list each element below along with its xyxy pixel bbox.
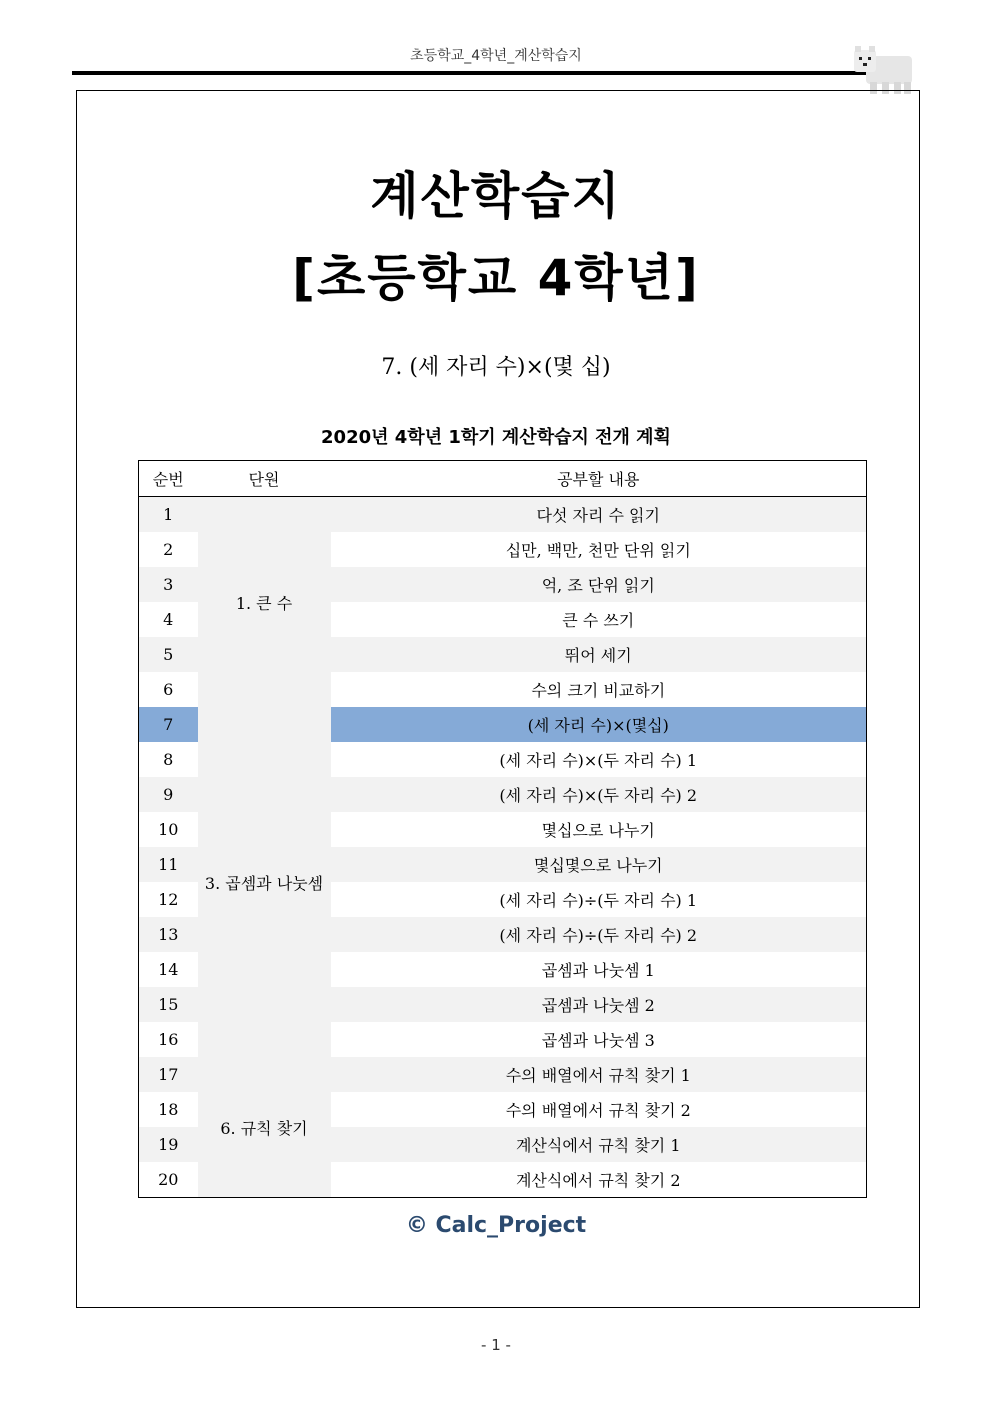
row-content: 계산식에서 규칙 찾기 1 [331, 1127, 867, 1162]
row-content: 십만, 백만, 천만 단위 읽기 [505, 541, 691, 560]
row-number: 3 [139, 567, 198, 602]
row-content: 억, 조 단위 읽기 [331, 567, 867, 602]
plan-title: 2020년 4학년 1학기 계산학습지 전개 계획 [321, 427, 671, 448]
row-number: 8 [163, 750, 174, 769]
table-row-current [139, 707, 867, 742]
row-number: 1 [139, 497, 198, 533]
table-header-row [139, 461, 867, 497]
running-header: 초등학교_4학년_계산학습지 [410, 48, 582, 64]
row-content: 수의 배열에서 규칙 찾기 1 [331, 1057, 867, 1092]
row-number: 7 [139, 707, 198, 742]
table-row [139, 1057, 867, 1092]
row-content: 큰 수 쓰기 [562, 611, 635, 630]
page-title: 계산학습지 [370, 167, 622, 225]
row-number: 11 [139, 847, 198, 882]
row-content: (세 자리 수)×(두 자리 수) 2 [331, 777, 867, 812]
row-number: 17 [139, 1057, 198, 1092]
row-number: 5 [139, 637, 198, 672]
row-content: 곱셈과 나눗셈 3 [541, 1031, 655, 1050]
row-content: 수의 크기 비교하기 [531, 681, 666, 700]
row-content: (세 자리 수)×(몇십) [331, 707, 867, 742]
page-number: - 1 - [481, 1336, 511, 1354]
row-content: 곱셈과 나눗셈 2 [331, 987, 867, 1022]
row-number: 15 [139, 987, 198, 1022]
row-content: (세 자리 수)×(두 자리 수) 1 [499, 751, 698, 770]
row-number: 16 [158, 1030, 179, 1049]
unit-cell: 6. 규칙 찾기 [198, 1057, 331, 1198]
row-number: 14 [158, 960, 179, 979]
row-number: 12 [158, 890, 179, 909]
row-content: 곱셈과 나눗셈 1 [541, 961, 655, 980]
row-content: 계산식에서 규칙 찾기 2 [515, 1171, 681, 1190]
row-content: (세 자리 수)÷(두 자리 수) 2 [331, 917, 867, 952]
row-number: 20 [158, 1170, 179, 1189]
polar-bear-icon [852, 44, 916, 96]
row-number: 4 [163, 610, 174, 629]
row-number: 18 [158, 1100, 179, 1119]
row-number: 6 [163, 680, 174, 699]
plan-table [138, 460, 867, 1198]
column-header-number: 순번 [139, 461, 198, 497]
row-content: 다섯 자리 수 읽기 [331, 497, 867, 533]
row-content: 몇십으로 나누기 [541, 821, 655, 840]
column-header-content: 공부할 내용 [331, 461, 867, 497]
lesson-subtitle: 7. (세 자리 수)×(몇 십) [381, 355, 611, 380]
grade-title: [초등학교 4학년] [292, 249, 700, 307]
row-number: 9 [139, 777, 198, 812]
row-number: 19 [139, 1127, 198, 1162]
row-content: 뛰어 세기 [331, 637, 867, 672]
row-content: (세 자리 수)÷(두 자리 수) 1 [499, 891, 698, 910]
row-content: 몇십몇으로 나누기 [331, 847, 867, 882]
unit-cell: 3. 곱셈과 나눗셈 [198, 707, 331, 1057]
row-content: 수의 배열에서 규칙 찾기 2 [505, 1101, 691, 1120]
column-header-unit: 단원 [198, 461, 331, 497]
unit-cell: 1. 큰 수 [198, 497, 331, 708]
row-number: 2 [163, 540, 174, 559]
row-number: 10 [158, 820, 179, 839]
header-rule [72, 71, 912, 75]
copyright-notice: © Calc_Project [405, 1213, 587, 1238]
row-number: 13 [139, 917, 198, 952]
table-row [139, 497, 867, 533]
